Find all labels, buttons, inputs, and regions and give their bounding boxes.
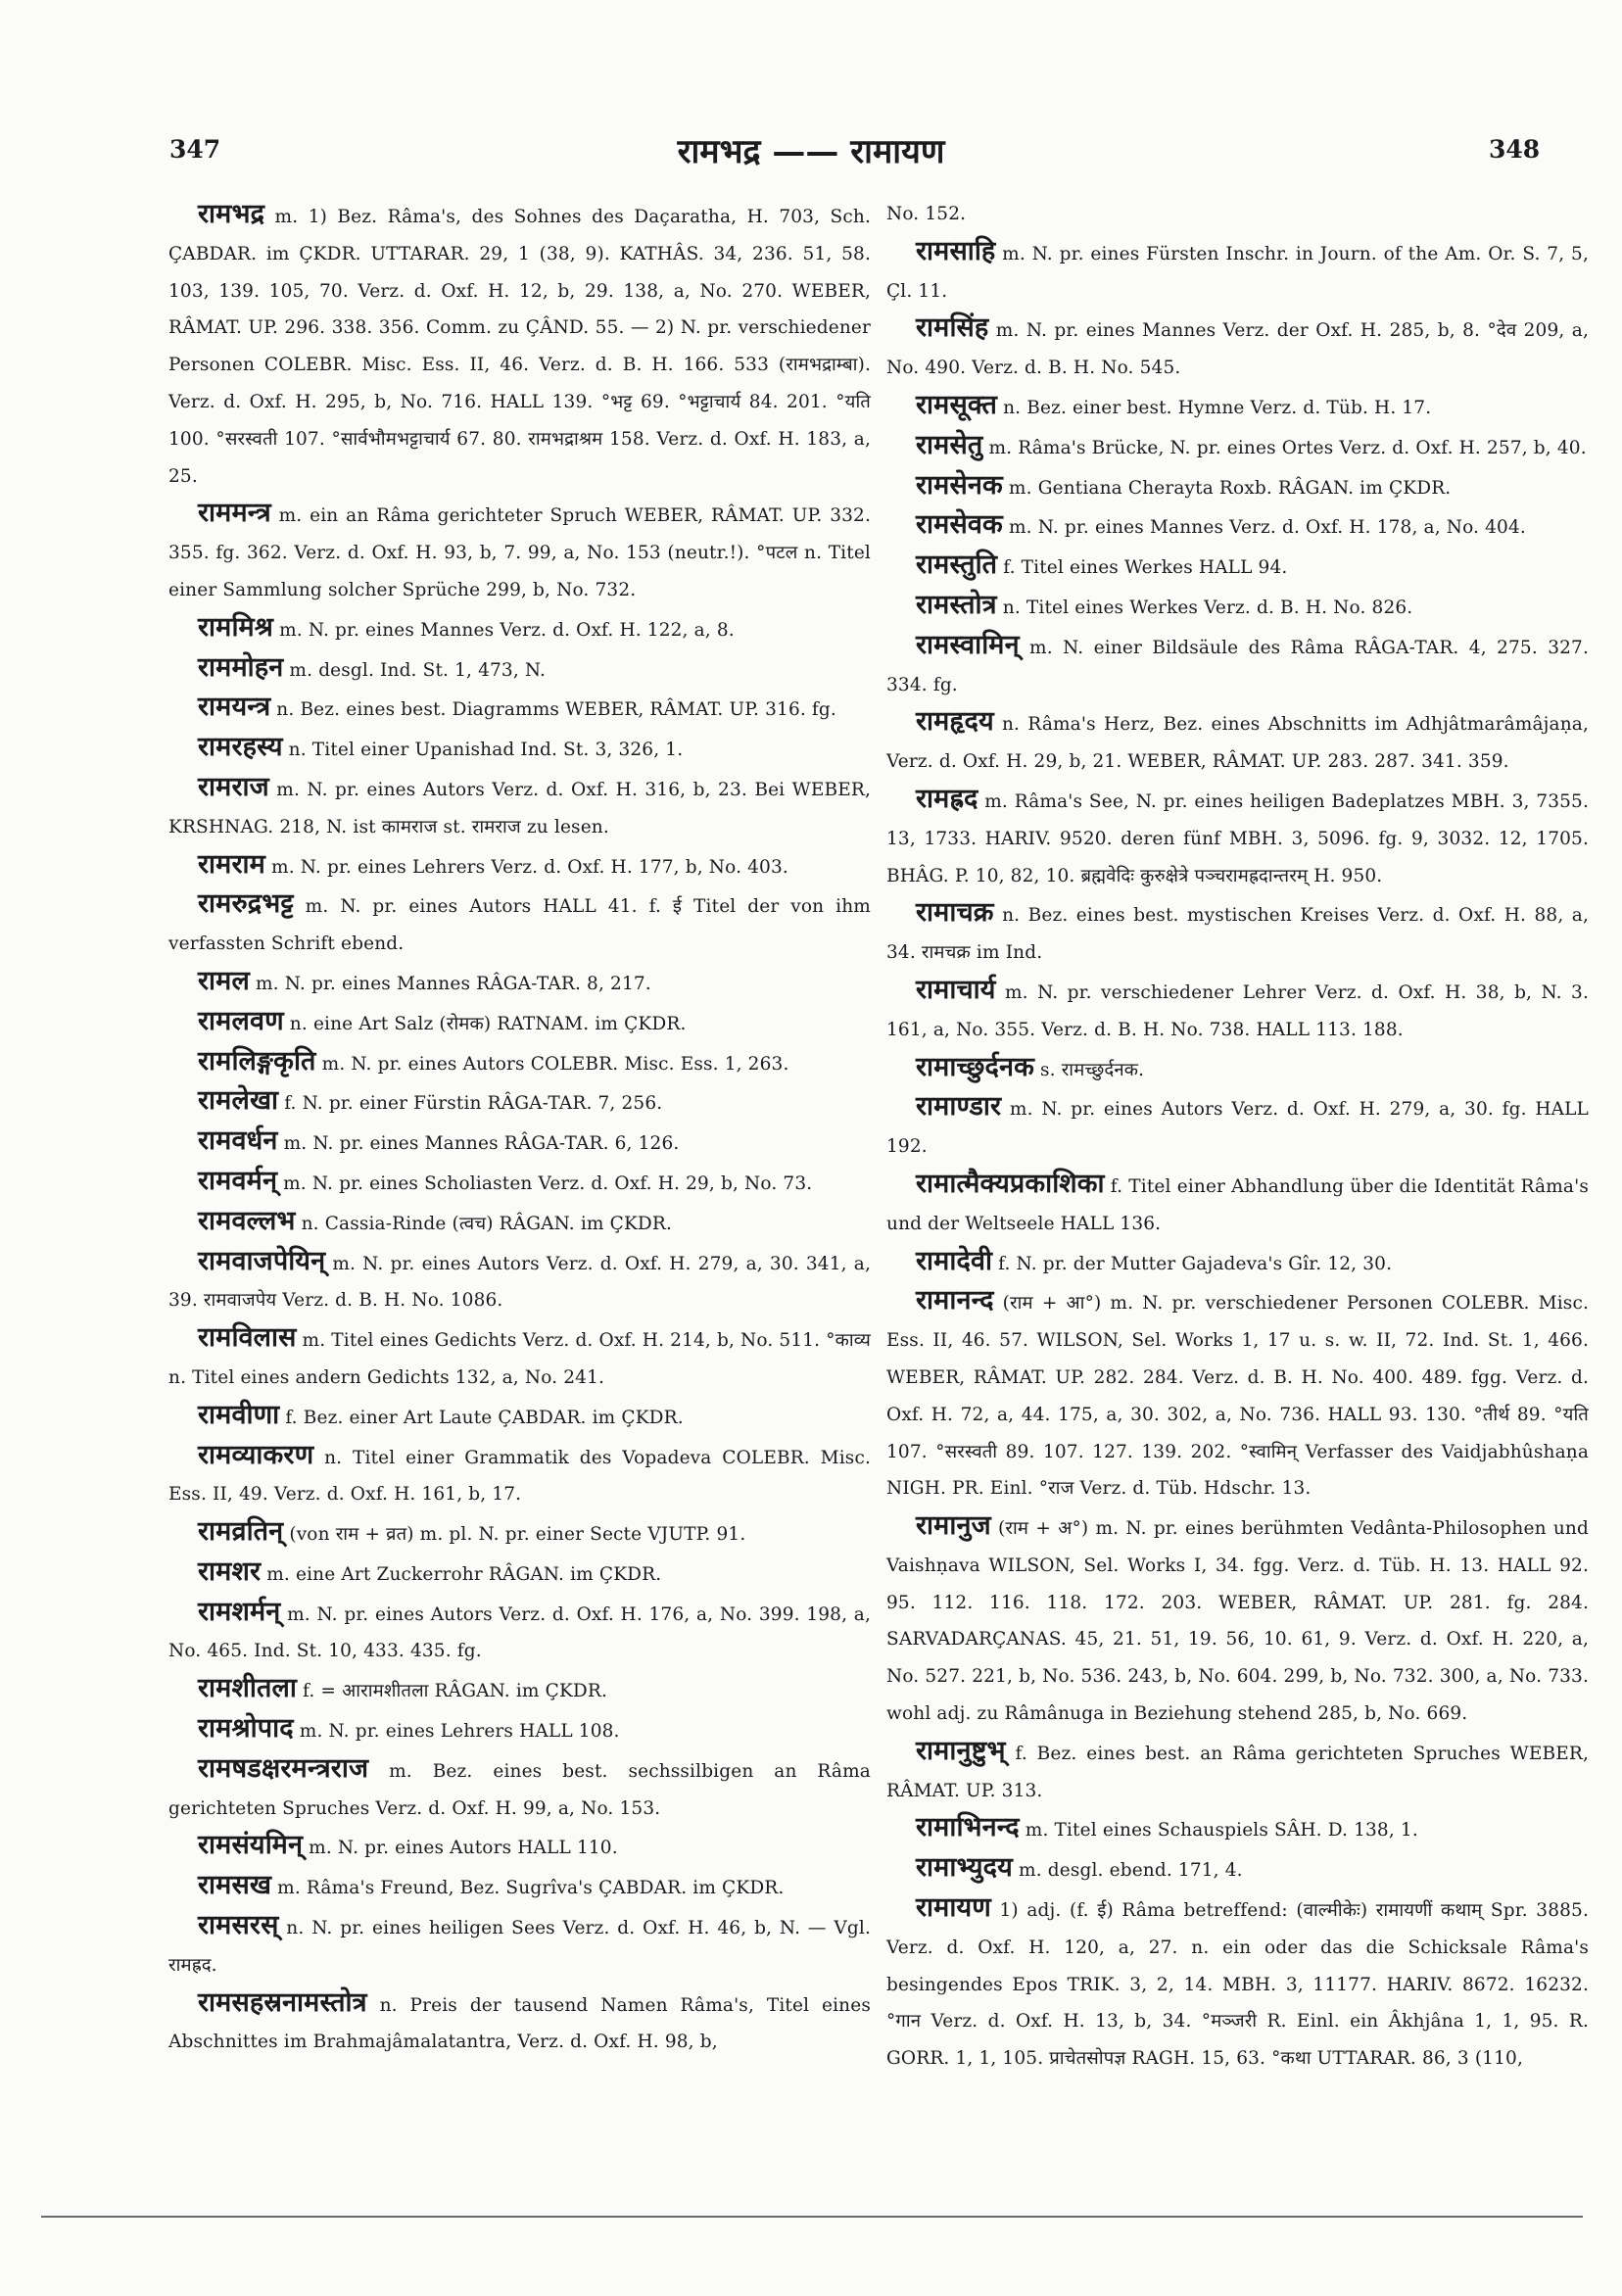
entry-headword: रामरहस्य [198,732,283,763]
dictionary-entry [168,963,871,1003]
entry-headword: रामवल्लभ [198,1205,296,1236]
dictionary-entry [168,1985,871,2062]
entry-headword: रामव्याकरण [198,1439,314,1470]
entry-definition: No. 152. [886,204,967,224]
entry-definition: m. ein an Râma gerichteter Spruch WEBER, RÂMAT. UP. 332. 355. fg. 362. Verz. d. Oxf. H. 93, b, 7. 99, a, No. 153 (neutr.!). °पटल n. Titel einer Sammlung solcher Sprüche 299, b, No. 732. [168,505,871,600]
entry-headword: रामाचक्र [916,897,994,929]
entry-headword: रामसाहि [916,235,996,266]
dictionary-entry [886,1733,1589,1810]
entry-headword: राममन्त्र [198,498,271,529]
entry-headword: रामस्तोत्र [916,589,997,620]
dictionary-entry [168,1907,871,1985]
dictionary-entry [886,1889,1589,2078]
entry-definition: n. Bez. eines best. mystischen Kreises Verz. d. Oxf. H. 88, a, 34. रामचक्र im Ind. [886,905,1589,964]
entry-definition: m. N. pr. eines Mannes Verz. d. Oxf. H. 178, a, No. 404. [1002,517,1526,539]
entry-headword: रामशीतला [198,1673,297,1704]
entry-headword: रामानुष्टुभ् [916,1735,1006,1766]
entry-definition: m. N. pr. eines Autors HALL 41. f. ई Titel der von ihm verfassten Schrift ebend. [168,896,871,955]
dictionary-entry [886,972,1589,1049]
entry-definition: n. Râma's Herz, Bez. eines Abschnitts im Adhjâtmarâmâjaṇa, Verz. d. Oxf. H. 29, b, 21. WEBER, RÂMAT. UP. 283. 287. 341. 359. [886,714,1589,773]
dictionary-entry [886,894,1589,972]
entry-headword: रामह्रद [916,783,978,814]
entry-headword: रामविलास [198,1322,297,1354]
page-number-left: 347 [169,135,221,164]
dictionary-entry [886,387,1589,427]
entry-headword: रामानुज [916,1510,991,1542]
left-column [168,196,871,2053]
dictionary-entry [886,1809,1589,1849]
entry-definition: m. Bez. eines best. sechssilbigen an Râma gerichteten Spruches Verz. d. Oxf. H. 99, a, No. 153. [168,1760,871,1819]
entry-definition: f. Bez. eines best. an Râma gerichteten Spruches WEBER, RÂMAT. UP. 313. [886,1743,1589,1801]
entry-headword: रामव्रतिन् [198,1516,284,1548]
entry-headword: रामसूक्त [916,389,998,420]
entry-definition: n. Bez. einer best. Hymne Verz. d. Tüb. H. 17. [997,397,1432,418]
dictionary-entry [886,627,1589,704]
entry-headword: रामवर्मन् [198,1165,278,1196]
dictionary-entry [168,1319,871,1397]
dictionary-entry [168,1750,871,1828]
entry-definition: m. N. einer Bildsäule des Râma RÂGA-TAR. 4, 275. 327. 334. fg. [886,637,1589,695]
entry-headword: रामल [198,965,250,996]
page-title: रामभद्र —— रामायण [677,132,945,171]
dictionary-entry [168,689,871,729]
page-number-right: 348 [1489,135,1541,164]
dictionary-entry [886,587,1589,627]
entry-definition: f. N. pr. der Mutter Gajadeva's Gîr. 12, 30. [992,1253,1393,1274]
entry-definition: n. Preis der tausend Namen Râma's, Titel eines Abschnittes im Brahmajâmalatantra, Verz. d. Oxf. H. 98, b, [168,1994,871,2053]
entry-headword: रामवर्धन [198,1125,278,1157]
entry-headword: रामसिंह [916,312,989,344]
entry-definition: (राम + अ°) m. N. pr. eines berühmten Vedânta-Philosophen und Vaishṇava WILSON, Sel. Works I, 34. fgg. Verz. d. Tüb. H. 13. HALL 92. 95. 112. 116. 118. 172. 203. WEBER, RÂMAT. UP. 281. fg. 284. SARVADARÇANAS. 45, 21. 51, 19. 56, 10. 61, 9. Verz. d. Oxf. H. 220, a, No. 527. 221, b, No. 536. 243, b, No. 604. 299, b, No. 732. 300, a, No. 733. wohl adj. zu Râmânuga in Beziehung stehend 285, b, No. 669. [886,1518,1589,1725]
entry-headword: राममिश्र [198,611,274,643]
footer-rule [41,2216,1583,2218]
entry-definition: m. N. pr. eines Autors Verz. d. Oxf. H. 176, a, No. 399. 198, a, No. 465. Ind. St. 10, 433. 435. fg. [168,1603,871,1662]
entry-definition: n. Titel einer Grammatik des Vopadeva COLEBR. Misc. Ess. II, 49. Verz. d. Oxf. H. 161, b, 17. [168,1447,871,1506]
entry-headword: रामसहस्रनामस्तोत्र [198,1986,367,2018]
dictionary-entry [168,1082,871,1123]
entry-definition: s. रामच्छुर्दनक. [1034,1059,1145,1080]
dictionary-entry [886,1166,1589,1243]
dictionary-entry [886,1507,1589,1733]
dictionary-entry [168,1827,871,1867]
entry-headword: रामाभ्युदय [916,1852,1013,1884]
dictionary-entry [168,1003,871,1043]
dictionary-entry [168,1163,871,1203]
dictionary-entry [168,1043,871,1083]
entry-definition: 1) adj. (f. ई) Râma betreffend: (वाल्मीकेः) रामायणीं कथाम् Spr. 3885. Verz. d. Oxf. H. 120, a, 27. n. ein oder das die Schicksale Râma's besingendes Epos TRIK. 3, 2, 14. MBH. 3, 11177. HARIV. 8672. 16232. °गान Verz. d. Oxf. H. 13, b, 34. °मञ्जरी R. Einl. ein Âkhjâna 1, 1, 95. R. GORR. 1, 1, 105. प्राचेतसोपज्ञ RAGH. 15, 63. °कथा UTTARAR. 86, 3 (110, [886,1900,1589,2070]
entry-headword: राममोहन [198,651,284,683]
entry-headword: रामश्रोपाद [198,1713,294,1745]
entry-definition: m. N. pr. eines Autors Verz. d. Oxf. H. 279, a, 30. fg. HALL 192. [886,1099,1589,1158]
entry-definition: m. Râma's Freund, Bez. Sugrîva's ÇABDAR. im ÇKDR. [271,1878,785,1899]
entry-headword: रामस्तुति [916,550,998,581]
page-header [0,127,1622,171]
entry-definition: m. N. pr. eines Autors HALL 110. [303,1838,618,1859]
dictionary-entry [886,427,1589,467]
entry-definition: n. Bez. eines best. Diagramms WEBER, RÂMAT. UP. 316. fg. [270,699,836,721]
dictionary-entry [886,703,1589,781]
dictionary-entry [168,885,871,963]
dictionary-entry [886,1282,1589,1507]
entry-headword: रामसेवक [916,509,1003,541]
entry-definition: f. Titel eines Werkes HALL 94. [997,557,1288,579]
entry-definition: m. eine Art Zuckerrohr RÂGAN. im ÇKDR. [261,1563,662,1585]
dictionary-entry [168,196,871,495]
entry-headword: रामलिङ्गकृति [198,1045,316,1076]
entry-definition: m. N. pr. eines Scholiasten Verz. d. Oxf. H. 29, b, No. 73. [277,1172,813,1194]
entry-definition: f. N. pr. einer Fürstin RÂGA-TAR. 7, 256. [278,1093,663,1115]
dictionary-entry [168,495,871,608]
right-column [886,196,1589,2070]
entry-definition: m. N. pr. eines Lehrers Verz. d. Oxf. H. 177, b, No. 403. [264,856,788,878]
dictionary-entry [168,1554,871,1594]
entry-headword: रामशर्मन् [198,1596,281,1627]
entry-headword: रामराम [198,848,265,880]
dictionary-entry [886,506,1589,547]
entry-definition: (राम + आ°) m. N. pr. verschiedener Personen COLEBR. Misc. Ess. II, 46. 57. WILSON, Sel. Works 1, 17 u. s. w. II, 72. Ind. St. 1, 466. WEBER, RÂMAT. UP. 282. 284. Verz. d. B. H. No. 400. 489. fgg. Verz. d. Oxf. H. 72, a, 44. 175, a, 30. 302, a, No. 736. HALL 93. 130. °तीर्थ 89. °यति 107. °सरस्वती 89. 107. 127. 139. 202. °स्वामिन् Verfasser des Vaidjabhûshaṇa NIGH. PR. Einl. °राज Verz. d. Tüb. Hdschr. 13. [886,1293,1589,1500]
entry-headword: रामहृदय [916,706,994,738]
entry-definition: n. Titel eines Werkes Verz. d. B. H. No. 826. [996,597,1413,618]
dictionary-entry [886,781,1589,894]
entry-definition: m. desgl. Ind. St. 1, 473, N. [283,659,547,681]
entry-headword: रामषडक्षरमन्त्रराज [198,1752,369,1784]
entry-headword: रामसेतु [916,429,983,460]
entry-definition: n. N. pr. eines heiligen Sees Verz. d. Oxf. H. 46, b, N. — Vgl. रामह्रद. [168,1918,871,1976]
dictionary-entry [168,1397,871,1437]
dictionary-entry [168,846,871,886]
entry-headword: रामाच्छुर्दनक [916,1051,1034,1082]
dictionary-entry [168,1710,871,1750]
entry-definition: m. N. pr. eines Autors Verz. d. Oxf. H. 279, a, 30. 341, a, 39. रामवाजपेय Verz. d. B. H. No. 1086. [168,1253,871,1312]
entry-headword: रामस्वामिन् [916,629,1020,660]
entry-headword: रामराज [198,771,269,802]
entry-headword: रामायण [916,1892,991,1924]
entry-definition: m. N. pr. eines Mannes Verz. d. Oxf. H. 122, a, 8. [273,619,735,641]
entry-headword: रामलवण [198,1005,284,1036]
entry-definition: m. Titel eines Gedichts Verz. d. Oxf. H. 214, b, No. 511. °काव्य n. Titel eines andern Gedichts 132, a, No. 241. [168,1330,871,1388]
entry-definition: m. Titel eines Schauspiels SÂH. D. 138, 1. [1019,1820,1418,1842]
entry-definition: m. N. pr. eines Lehrers HALL 108. [293,1721,620,1743]
dictionary-entry [168,729,871,769]
dictionary-entry [168,1437,871,1514]
entry-headword: रामवाजपेयिन् [198,1245,326,1276]
entry-definition: f. = आरामशीतला RÂGAN. im ÇKDR. [296,1681,608,1702]
entry-headword: रामसेनक [916,469,1003,501]
dictionary-entry [168,1594,871,1671]
entry-definition: m. N. pr. eines Autors Verz. d. Oxf. H. 316, b, 23. Bei WEBER, KRSHNAG. 218, N. ist कामराज st. रामराज zu lesen. [168,779,871,837]
dictionary-entry [886,1088,1589,1166]
dictionary-entry [168,1867,871,1907]
entry-headword: रामादेवी [916,1245,993,1276]
entry-definition: m. N. pr. eines Mannes RÂGA-TAR. 6, 126. [277,1133,680,1155]
entry-definition: m. N. pr. eines Mannes RÂGA-TAR. 8, 217. [249,973,651,994]
entry-definition: n. eine Art Salz (रोमक) RATNAM. im ÇKDR. [283,1013,687,1034]
entry-headword: रामाण्डार [916,1091,1002,1123]
entry-headword: रामसरस् [198,1910,279,1941]
entry-definition: m. N. pr. eines Mannes Verz. der Oxf. H. 285, b, 8. °देव 209, a, No. 490. Verz. d. B. H. No. 545. [886,320,1589,379]
dictionary-entry [168,609,871,649]
entry-definition: m. 1) Bez. Râma's, des Sohnes des Daçaratha, H. 703, Sch. ÇABDAR. im ÇKDR. UTTARAR. 29, 1 (38, 9). KATHÂS. 34, 236. 51, 58. 103, 139. 105, 70. Verz. d. Oxf. H. 12, b, 29. 138, a, No. 270. WEBER, RÂMAT. UP. 296. 338. 356. Comm. zu ÇÂND. 55. — 2) N. pr. verschiedener Personen COLEBR. Misc. Ess. II, 46. Verz. d. B. H. 166. 533 (रामभद्राम्बा). Verz. d. Oxf. H. 295, b, No. 716. HALL 139. °भट्ट 69. °भट्टाचार्य 84. 201. °यति 100. °सरस्वती 107. °सार्वभौमभट्टाचार्य 67. 80. रामभद्राश्रम 158. Verz. d. Oxf. H. 183, a, 25. [168,207,871,487]
dictionary-entry [886,467,1589,507]
dictionary-entry [886,1049,1589,1089]
entry-headword: रामलेखा [198,1085,279,1117]
dictionary-entry [168,649,871,690]
entry-definition: m. N. pr. verschiedener Lehrer Verz. d. Oxf. H. 38, b, N. 3. 161, a, No. 355. Verz. d. B. H. No. 738. HALL 113. 188. [886,981,1589,1040]
entry-headword: रामसंयमिन् [198,1830,304,1861]
entry-definition: n. Cassia-Rinde (त्वच) RÂGAN. im ÇKDR. [295,1213,673,1234]
entry-headword: रामाचार्य [916,974,996,1005]
entry-headword: रामभद्र [198,199,265,229]
dictionary-entry [168,1123,871,1163]
entry-definition: m. Râma's Brücke, N. pr. eines Ortes Verz. d. Oxf. H. 257, b, 40. [982,437,1587,458]
dictionary-entry [168,1513,871,1554]
dictionary-entry [886,233,1589,311]
entry-headword: रामसख [198,1870,272,1901]
dictionary-entry [168,1243,871,1320]
entry-definition: m. N. pr. eines Fürsten Inschr. in Journ. of the Am. Or. S. 7, 5, Çl. 11. [886,243,1589,302]
dictionary-entry [886,196,1589,233]
dictionary-entry [168,1203,871,1243]
dictionary-entry [886,1849,1589,1889]
entry-definition: m. N. pr. eines Autors COLEBR. Misc. Ess. 1, 263. [315,1053,789,1075]
entry-definition: f. Titel einer Abhandlung über die Identität Râma's und der Weltseele HALL 136. [886,1175,1589,1234]
dictionary-entry [168,1670,871,1710]
dictionary-entry [886,310,1589,387]
entry-definition: f. Bez. einer Art Laute ÇABDAR. im ÇKDR. [279,1407,684,1428]
entry-definition: m. Gentiana Cherayta Roxb. RÂGAN. im ÇKDR. [1002,477,1452,499]
entry-headword: रामानन्द [916,1285,994,1316]
entry-headword: रामशर [198,1555,262,1587]
dictionary-entry [168,769,871,846]
entry-definition: m. desgl. ebend. 171, 4. [1012,1860,1243,1882]
entry-definition: n. Titel einer Upanishad Ind. St. 3, 326, 1. [282,740,684,761]
entry-headword: रामाभिनन्द [916,1812,1020,1843]
dictionary-entry [886,547,1589,587]
dictionary-entry [886,1243,1589,1283]
entry-definition: m. Râma's See, N. pr. eines heiligen Badeplatzes MBH. 3, 7355. 13, 1733. HARIV. 9520. deren fünf MBH. 3, 5096. fg. 9, 3032. 12, 1705. BHÂG. P. 10, 82, 10. ब्रह्मवेदिः कुरुक्षेत्रे पञ्चरामह्रदान्तरम् H. 950. [886,790,1589,886]
entry-headword: रामवीणा [198,1399,280,1430]
entry-headword: रामात्मैक्यप्रकाशिका [916,1168,1105,1199]
entry-headword: रामरुद्रभट्ट [198,888,294,920]
entry-headword: रामयन्त्र [198,692,271,723]
entry-definition: (von राम + व्रत) m. pl. N. pr. einer Secte VJUTP. 91. [283,1524,746,1546]
